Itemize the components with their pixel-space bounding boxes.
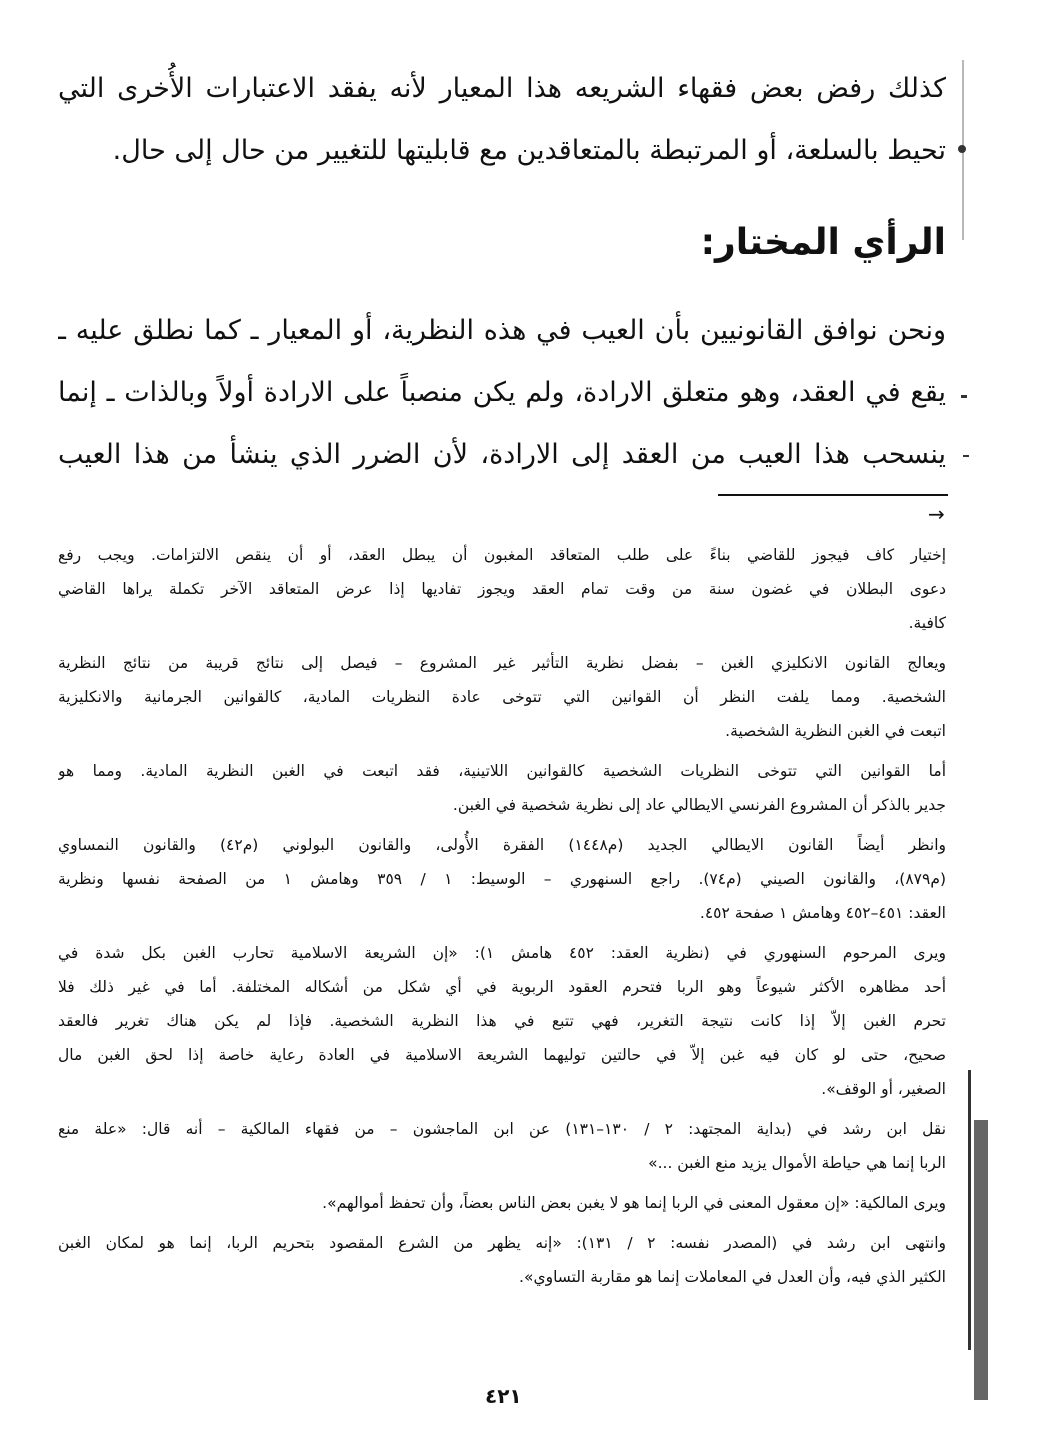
text-line: اتبعت في الغبن النظرية الشخصية. (725, 722, 946, 740)
footnote-paragraph (58, 538, 946, 640)
text-line: ينسحب هذا العيب من العقد إلى الارادة، لأن الضرر الذي ينشأ من هذا العيب (58, 439, 946, 470)
text-line: ويرى المرحوم السنهوري في (نظرية العقد: ٤٥٢ هامش ١): «إن الشريعة الاسلامية تحارب الغبن بكل شدة في (58, 944, 946, 962)
page-number: ٤٢١ (485, 1384, 522, 1408)
footnote-paragraph (58, 1186, 946, 1220)
footnote-paragraph (58, 754, 946, 822)
text-line: يقع في العقد، وهو متعلق الارادة، ولم يكن منصباً على الارادة أولاً وبالذات ـ إنما (58, 377, 946, 408)
footnote-paragraph (58, 1112, 946, 1180)
text-line: وانتهى ابن رشد في (المصدر نفسه: ٢ / ١٣١): «إنه يظهر من الشرع المقصود بتحريم الربا، إنما هو لمكان الغبن (58, 1234, 946, 1252)
text-line: ويرى المالكية: «إن معقول المعنى في الربا إنما هو لا يغبن بعض الناس بعضاً، وأن تحفظ أموالهم». (322, 1194, 946, 1212)
text-line: الصغير، أو الوقف». (821, 1080, 946, 1098)
footnotes (58, 538, 946, 1300)
text-line: ويعالج القانون الانكليزي الغبن – بفضل نظرية التأثير غير المشروع – فيصل إلى نتائج قريبة من نتائج النظرية (58, 654, 946, 672)
text-line: أحد مظاهره الأكثر شيوعاً وهو الربا فتحرم العقود الربوية في أي شكل من أشكاله المختلفة. أما في غير ذلك فلا (58, 978, 946, 996)
text-line: الربا إنما هي حياطة الأموال يزيد منع الغبن ...» (648, 1154, 946, 1172)
text-line: الشخصية. ومما يلفت النظر أن القوانين التي تتوخى عادة النظريات المادية، كالقوانين الجرمانية والانكليزية (58, 688, 946, 706)
scan-edge-mark (958, 145, 966, 153)
text-line: العقد: ٤٥١–٤٥٢ وهامش ١ صفحة ٤٥٢. (699, 904, 946, 922)
text-line: أما القوانين التي تتوخى النظريات الشخصية كالقوانين اللاتينية، فقد اتبعت في الغبن النظرية المادية. ومما هو (58, 762, 946, 780)
text-line: إختيار كاف فيجوز للقاضي بناءً على طلب المتعاقد المغبون أن يبطل العقد، أو أن ينقص الالتزامات. ويجب رفع (58, 546, 946, 564)
footnote-paragraph (58, 828, 946, 930)
footnote-paragraph (58, 646, 946, 748)
text-line: نقل ابن رشد في (بداية المجتهد: ٢ / ١٣٠–١٣١) عن ابن الماجشون – من فقهاء المالكية – أنه قال: «علة منع (58, 1120, 946, 1138)
text-line: وانظر أيضاً القانون الايطالي الجديد (م١٤٤٨) الفقرة الأُولى، والقانون البولوني (م٤٢) والقانون النمساوي (58, 836, 946, 854)
footnote-separator (718, 494, 948, 496)
text-line: ونحن نوافق القانونيين بأن العيب في هذه النظرية، أو المعيار ـ كما نطلق عليه ـ (58, 315, 946, 346)
continuation-arrow-icon: → (928, 502, 945, 526)
section-heading: الرأي المختار: (700, 222, 946, 263)
text-line: تحيط بالسلعة، أو المرتبطة بالمتعاقدين مع قابليتها للتغيير من حال إلى حال. (112, 135, 946, 166)
text-line: صحيح، حتى لو كان فيه غبن إلاّ في حالتين توليهما الشريعة الاسلامية في العادة رعاية خاصة إذا لحق الغبن مال (58, 1046, 946, 1064)
top-paragraph (58, 58, 946, 182)
text-line: (م٨٧٩)، والقانون الصيني (م٧٤). راجع السنهوري – الوسيط: ١ / ٣٥٩ وهامش ١ من الصفحة نفسها ونظرية (58, 870, 946, 888)
text-line: كذلك رفض بعض فقهاء الشريعه هذا المعيار لأنه يفقد الاعتبارات الأُخرى التي (58, 73, 946, 104)
text-line: الكثير الذي فيه، وأن العدل في المعاملات إنما هو مقاربة التساوي». (519, 1268, 946, 1286)
scan-edge-mark (968, 1070, 971, 1350)
text-line: دعوى البطلان في غضون سنة من وقت تمام العقد ويجوز تفاديها إذا عرض المتعاقد الآخر تكملة يراها القاضي (58, 580, 946, 598)
text-line: تحرم الغبن إلاّ إذا كانت نتيجة التغرير، فهي تتبع في هذا النظرية الشخصية. فإذا لم يكن هناك تغرير فالعقد (58, 1012, 946, 1030)
scan-edge-mark (961, 395, 967, 398)
main-paragraph (58, 300, 946, 486)
text-line: جدير بالذكر أن المشروع الفرنسي الايطالي عاد إلى نظرية شخصية في الغبن. (452, 796, 946, 814)
text-line: كافية. (908, 614, 946, 632)
scan-edge-mark (963, 455, 969, 457)
scan-edge-bar (974, 1120, 988, 1400)
footnote-paragraph (58, 936, 946, 1106)
footnote-paragraph (58, 1226, 946, 1294)
